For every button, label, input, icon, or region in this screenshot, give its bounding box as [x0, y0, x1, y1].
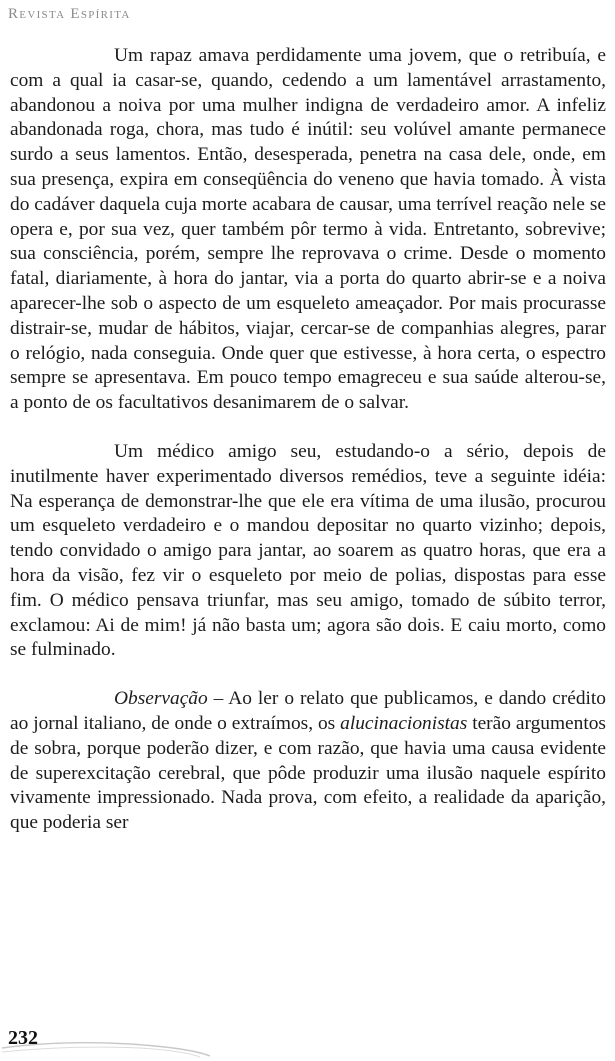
observation-text-a: – Ao ler o relato que publicamos, e dando crédito ao jornal italiano, de onde o extraímos, os	[10, 688, 606, 734]
running-header: Revista Espírita	[8, 6, 131, 22]
paragraph-story: Um rapaz amava perdidamente uma jovem, que o retribuía, e com a qual ia casar-se, quando, cedendo a um lamentável arrastamento, abandonou a noiva por uma mulher indigna de verdadeiro amor. A infeliz abandonada roga, chora, mas tudo é inútil: seu volúvel amante permanece surdo a seus lamentos. Então, desesperada, penetra na casa dele, onde, em sua presença, expira em conseqüência do veneno que havia tomado. À vista do cadáver daquela cuja morte acabara de causar, uma terrível reação nele se opera e, por sua vez, quer também pôr termo à vida. Entretanto, sobrevive; sua consciência, porém, sempre lhe reprovava o crime. Desde o momento fatal, diariamente, à hora do jantar, via a porta do quarto abrir-se e a noiva aparecer-lhe sob o aspecto de um esqueleto ameaçador. Por mais procurasse distrair-se, mudar de hábitos, viajar, cercar-se de companhias alegres, parar o relógio, nada conseguia. Onde quer que estivesse, à hora certa, o espectro sempre se apresentava. Em pouco tempo emagreceu e sua saúde alterou-se, a ponto de os facultativos desanimarem de o salvar.	[10, 45, 606, 414]
paragraph-doctor: Um médico amigo seu, estudando-o a sério, depois de inutilmente haver experimentado diversos remédios, teve a seguinte idéia: Na esperança de demonstrar-lhe que ele era vítima de uma ilusão, procurou um esqueleto verdadeiro e o mandou depositar no quarto vizinho; depois, tendo convidado o amigo para jantar, ao soarem as quatro horas, que era a hora da visão, fez vir o esqueleto por meio de polias, dispostas para esse fim. O médico pensava triunfar, mas seu amigo, tomado de súbito terror, exclamou: Ai de mim! já não basta um; agora são dois. E caiu morto, como se fulminado.	[10, 440, 606, 661]
footer-swoosh-ornament	[0, 1018, 300, 1058]
page-number: 232	[8, 1027, 38, 1049]
observation-label: Observação	[114, 688, 208, 710]
observation-italic-term: alucinacionistas	[340, 712, 468, 734]
observation-text-b: terão argumentos de sobra, porque poderão dizer, e com razão, que havia uma causa evidente de superexcitação cerebral, que pôde produzir uma ilusão naquele espírito vivamente impressionado. Nada prova, com efeito, a realidade da aparição, que poderia ser	[10, 712, 606, 834]
body-text	[10, 44, 606, 836]
paragraph-observation	[10, 687, 606, 836]
